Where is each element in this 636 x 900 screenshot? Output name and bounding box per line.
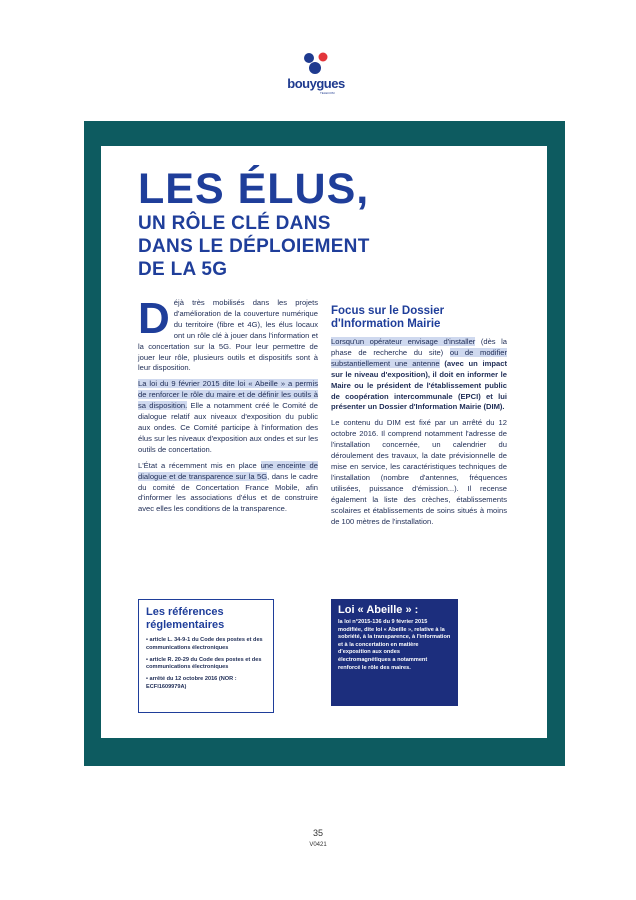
dim-paragraph-1 bbox=[331, 337, 507, 413]
references-list bbox=[146, 637, 266, 692]
etat-paragraph bbox=[138, 461, 318, 516]
etat-text-start: L'État a récemment mis en place bbox=[138, 460, 261, 470]
reference-item: • arrêté du 12 octobre 2016 (NOR : ECFI1609979A) bbox=[146, 676, 237, 690]
reference-item: • article L. 34-9-1 du Code des postes et des communications électroniques bbox=[146, 637, 263, 651]
references-heading: Les références réglementaires bbox=[146, 606, 225, 631]
highlight-text: La loi du 9 février 2015 dite loi « Abeille » a permis de renforcer le rôle du maire et de définir les outils à sa disposition. bbox=[138, 379, 318, 411]
abeille-text: la loi n°2015-136 du 9 février 2015 modifiée, dite loi « Abeille », relative à la sobriété, à la transparence, à l'information et à la concertation en matière d'exposition aux ondes électromagnétiques a notamment renforcé le rôle des maires. bbox=[338, 619, 451, 671]
highlight-text: Lorsqu'un opérateur envisage d'installer bbox=[331, 337, 476, 346]
dim-text-bold: (avec un impact sur le niveau d'exposition), il doit en informer le Maire ou le président de l'établissement public de coopération intercommunale (EPCI) et lui présenter un Dossier d'Information Mairie (DIM). bbox=[331, 358, 507, 412]
page-title: LES ÉLUS, bbox=[138, 165, 370, 213]
drop-cap: D bbox=[138, 294, 170, 343]
logo-tagline: TELECOM bbox=[320, 91, 335, 95]
dim-text-mid: (dès la phase de recherche du site) bbox=[331, 337, 507, 357]
etat-text-rest: , dans le cadre du comité de Concertation France Mobile, afin d'informer les associations d'élus et de construire avec elles les conditions de la transparence. bbox=[138, 471, 318, 514]
dim-paragraph-2: Le contenu du DIM est fixé par un arrêté du 12 octobre 2016. Il comprend notamment l'adresse de l'installation concernée, un calendrier du déroulement des travaux, la date prévisionnelle de mise en service, les caractéristiques techniques de l'installation (nombre d'antennes, fréquences utilisées, puissance d'émission...). Il recense également la liste des crèches, établissements scolaires et établissements de soins situés à moins de 100 mètres de l'installation. bbox=[331, 418, 507, 526]
highlight-text: une enceinte de dialogue et de transparence sur la 5G bbox=[138, 460, 318, 481]
reference-item: • article R. 20-29 du Code des postes et des communications électroniques bbox=[146, 656, 262, 671]
page-subtitle: UN RÔLE CLÉ DANS DANS LE DÉPLOIEMENT DE LA 5G bbox=[138, 213, 370, 280]
logo-wordmark: bouygues bbox=[287, 76, 345, 91]
dim-heading: Focus sur le Dossier d'Information Mairie bbox=[331, 305, 445, 330]
abeille-box bbox=[331, 599, 458, 706]
loi-paragraph bbox=[138, 379, 318, 455]
left-column bbox=[138, 294, 319, 520]
abeille-heading: Loi « Abeille » : bbox=[338, 604, 419, 616]
logo-dots-icon bbox=[302, 52, 332, 78]
references-box bbox=[138, 599, 274, 713]
intro-paragraph bbox=[138, 294, 318, 374]
page-number: 35 bbox=[312, 828, 323, 838]
loi-text: Elle a notamment créé le Comité de dialogue relatif aux niveaux d'exposition du public aux ondes. Ce Comité participe à l'information des élus sur les niveaux d'exposition aux ondes et sur les outils de concertation. bbox=[138, 401, 319, 454]
bouygues-logo bbox=[284, 52, 348, 96]
right-column bbox=[331, 305, 507, 532]
version-code: V0421 bbox=[309, 842, 327, 848]
highlight-text: ou de modifier substantiellement une antenne bbox=[331, 347, 508, 368]
intro-text: éjà très mobilisés dans les projets d'amélioration de la couverture numérique du territoire (fibre et 4G), les élus locaux ont un rôle clé à jouer dans l'information et la concertation sur la 5G. Pour leur permettre de jouer leur rôle, plusieurs outils et dispositifs sont à leur disposition. bbox=[138, 298, 318, 373]
